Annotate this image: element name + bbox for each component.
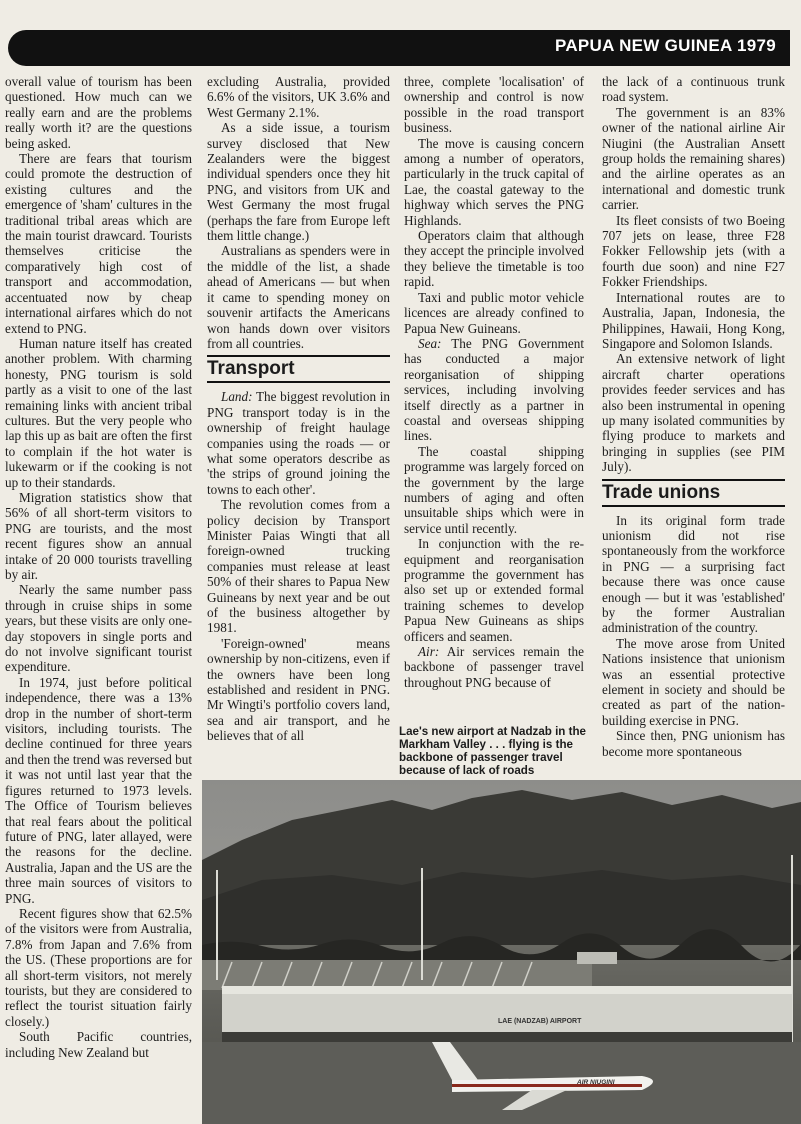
paragraph: Australians as spenders were in the middle of the list, a shade ahead of Americans — but when it came to spending money on souvenir artifacts the Americans won hands down over visitors from all countries. bbox=[207, 243, 390, 351]
paragraph: Migration statistics show that 56% of all short-term visitors to PNG are tourists, and the most recent figures show an annual intake of 20 000 tourists travelling by air. bbox=[5, 489, 192, 582]
airport-photo-image bbox=[202, 780, 801, 1124]
page-header-title: PAPUA NEW GUINEA 1979 bbox=[554, 36, 776, 55]
paragraph: excluding Australia, provided 6.6% of the visitors, UK 3.6% and West Germany 2.1%. bbox=[207, 74, 390, 120]
photo-caption: Lae's new airport at Nadzab in the Markham Valley . . . flying is the backbone of passenger travel because of lack of roads bbox=[399, 725, 587, 777]
paragraph: An extensive network of light aircraft charter operations provides feeder services and has also been instrumental in opening up many isolated communities by flying produce to markets and bringing in supplies (see PIM July). bbox=[602, 351, 785, 475]
article-column-4 bbox=[602, 74, 785, 779]
paragraph-lead: Air: bbox=[418, 644, 440, 660]
paragraph: The revolution comes from a policy decision by Transport Minister Paias Wingti that all foreign-owned trucking companies must release at least 50% of their shares to Papua New Guineans by next year and be out of the business altogether by 1981. bbox=[207, 497, 390, 636]
paragraph: Operators claim that although they accept the principle involved they believe the timetable is too rapid. bbox=[404, 228, 584, 290]
paragraph-text: Air services remain the backbone of passenger travel throughout PNG because of bbox=[404, 644, 584, 690]
section-heading-trade-unions: Trade unions bbox=[602, 479, 785, 507]
paragraph: Taxi and public motor vehicle licences are already confined to Papua New Guineans. bbox=[404, 289, 584, 336]
paragraph-lead: Sea: bbox=[418, 335, 442, 351]
paragraph bbox=[207, 389, 390, 497]
paragraph bbox=[404, 644, 584, 690]
paragraph-lead: Land: bbox=[221, 389, 253, 405]
paragraph: Nearly the same number pass through in cruise ships in some years, but these visits are only one-day stopovers in single ports and do not involve significant tourist expenditure. bbox=[5, 582, 192, 675]
article-column-1 bbox=[5, 74, 192, 1119]
paragraph: The move is causing concern among a number of operators, particularly in the truck capital of Lae, the coastal gateway to the highway which serves the PNG Highlands. bbox=[404, 135, 584, 228]
terminal-sign: LAE (NADZAB) AIRPORT bbox=[498, 1018, 582, 1025]
article-column-3 bbox=[404, 74, 584, 694]
paragraph: In 1974, just before political independence, there was a 13% drop in the number of short-term visitors, including tourists. The decline continued for three years and then the trend was reversed but it was not until last year that the figures returned to 1973 levels. The Office of Tourism believes that real fears about the political future of PNG, later allayed, were the reasons for the decline. Australia, Japan and the US are the three main sources of visitors to PNG. bbox=[5, 674, 192, 906]
aircraft-livery: AIR NIUGINI bbox=[577, 1079, 615, 1086]
paragraph: The government is an 83% owner of the national airline Air Niugini (the Australian Ansett group holds the remaining shares) and the airline operates as an international and domestic trunk carrier. bbox=[602, 104, 785, 213]
paragraph: Human nature itself has created another problem. With charming honesty, PNG tourism is sold partly as a visit to one of the last remaining links with ancient tribal cultures. But the very people who lap this up as bait are often the first to complain if the hot water is lukewarm or if the cooking is not up to their standards. bbox=[5, 335, 192, 490]
airport-photo bbox=[202, 780, 801, 1124]
paragraph: Its fleet consists of two Boeing 707 jets on lease, three F28 Fokker Fellowship jets (with a fourth due soon) and nine F27 Fokker Friendships. bbox=[602, 212, 785, 290]
paragraph: 'Foreign-owned' means ownership by non-citizens, even if the owners have been long established and resident in PNG. Mr Wingti's portfolio covers land, sea and air transport, and he believes that of all bbox=[207, 635, 390, 744]
paragraph: The move arose from United Nations insistence that unionism was an essential protective element in society and should be created as part of the nation-building exercise in PNG. bbox=[602, 635, 785, 728]
paragraph: Since then, PNG unionism has become more spontaneous bbox=[602, 728, 785, 759]
paragraph: In conjunction with the re-equipment and reorganisation programme the government has also set up or extended formal training schemes to develop Papua New Guineans as ships officers and seamen. bbox=[404, 536, 584, 644]
section-heading-transport: Transport bbox=[207, 355, 390, 383]
paragraph: International routes are to Australia, Japan, Indonesia, the Philippines, Hawaii, Hong Kong, Singapore and Solomon Islands. bbox=[602, 289, 785, 351]
paragraph: South Pacific countries, including New Zealand but bbox=[5, 1029, 192, 1060]
paragraph-text: The PNG Government has conducted a major reorganisation of shipping services, including involving itself directly as a partner in coastal and overseas shipping lines. bbox=[404, 335, 584, 444]
article-column-2 bbox=[207, 74, 390, 774]
paragraph: There are fears that tourism could promote the destruction of existing cultures and the emergence of 'sham' cultures in the traditional tribal areas which are the main tourist drawcard. Tourists themselves criticise the comparatively high cost of transport and accommodation, accentuated now by cheap international airfares which do not extend to PNG. bbox=[5, 151, 192, 336]
paragraph: three, complete 'localisation' of ownership and control is now possible in the road transport business. bbox=[404, 74, 584, 136]
paragraph: the lack of a continuous trunk road system. bbox=[602, 74, 785, 105]
paragraph-text: The biggest revolution in PNG transport today is in the ownership of freight haulage companies using the roads — or what some operators describe as 'the strips of ground joining the towns to each other'. bbox=[207, 389, 390, 497]
page-header-bar bbox=[8, 30, 790, 66]
paragraph: The coastal shipping programme was largely forced on the government by the large numbers of aging and often unsuitable ships which were in service until recently. bbox=[404, 443, 584, 536]
paragraph: Recent figures show that 62.5% of the visitors were from Australia, 7.8% from Japan and 7.6% from the US. (These proportions are for all short-term visitors, not merely tourists, but they are considered to reflect the tourist situation fairly closely.) bbox=[5, 905, 192, 1029]
paragraph bbox=[404, 336, 584, 444]
paragraph: As a side issue, a tourism survey disclosed that New Zealanders were the biggest individual spenders once they hit PNG, and visitors from UK and West Germany the most frugal (perhaps the fare from Europe left them little change.) bbox=[207, 120, 390, 244]
paragraph: In its original form trade unionism did not rise spontaneously from the workforce in PNG — a surprising fact because there was once cause enough — but it was 'established' by the former Australian administration of the country. bbox=[602, 512, 785, 636]
paragraph: overall value of tourism has been questioned. How much can we really earn and are the problems really worth it? are the questions being asked. bbox=[5, 74, 192, 151]
